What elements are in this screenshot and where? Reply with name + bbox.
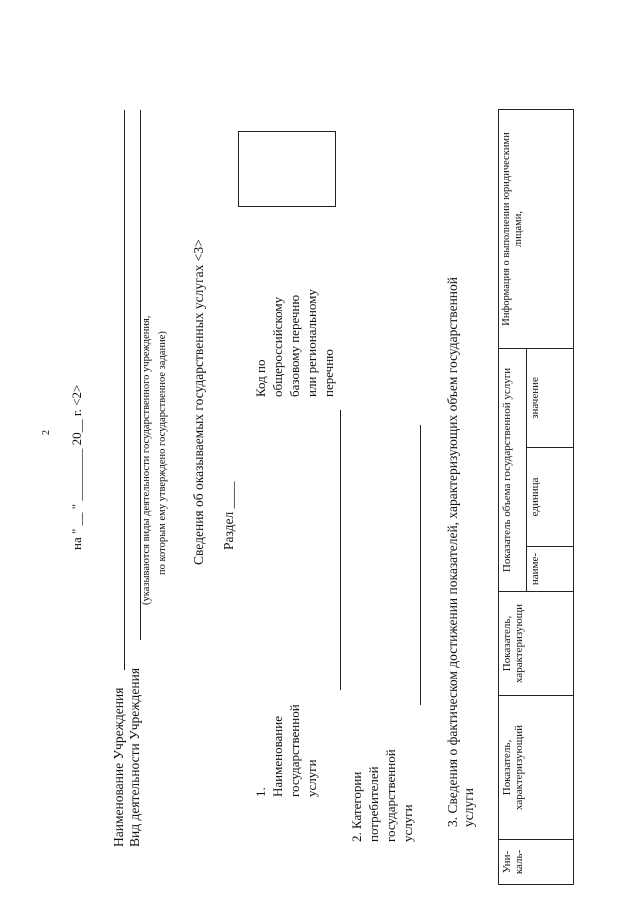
service-name-line bbox=[340, 410, 341, 690]
activity-type-label: Вид деятельности Учреждения bbox=[127, 667, 142, 847]
services-heading: Сведения об оказываемых государственных услугах <3> bbox=[191, 239, 206, 565]
activity-hint-line1: (указываются виды деятельности государственного учреждения, bbox=[141, 315, 152, 605]
consumer-categories-label: 2. Категории потребителей государственной услуги bbox=[349, 749, 415, 842]
registry-code-box bbox=[238, 131, 336, 207]
institution-name-line bbox=[124, 110, 125, 670]
volume-indicator-header: Показатель объема государственной услуги bbox=[499, 349, 527, 592]
activity-hint-line2: по которым ему утверждено государственное задание) bbox=[157, 331, 168, 575]
unique-number-header: Уни-каль- bbox=[499, 840, 574, 885]
section-number-label: Раздел ____ bbox=[221, 481, 236, 550]
indicator-header-2: Показатель, характеризующи bbox=[499, 592, 574, 696]
volume-name-subheader: наиме- bbox=[527, 547, 574, 592]
report-date-line: на " __ " ________ 20__ г. <2> bbox=[69, 384, 84, 550]
volume-indicators-table bbox=[498, 109, 574, 885]
indicator-header-1: Показатель, характеризующий bbox=[499, 696, 574, 840]
section3-heading: 3. Сведения о фактическом достижении показателей, характеризующих объем государственной услуги bbox=[445, 277, 476, 827]
volume-unit-subheader: единица bbox=[527, 448, 574, 547]
consumer-categories-line bbox=[420, 425, 421, 705]
page-number: 2 bbox=[41, 430, 52, 435]
service-name-label: 1. Наименование государственной услуги bbox=[253, 704, 319, 797]
execution-info-header: Информация о выполнении юридическими лицами, bbox=[499, 110, 574, 349]
institution-name-label: Наименование Учреждения bbox=[111, 687, 126, 847]
volume-value-subheader: значение bbox=[527, 349, 574, 448]
registry-code-label: Код по общероссийскому базовому перечню или региональному перечню bbox=[253, 289, 336, 397]
